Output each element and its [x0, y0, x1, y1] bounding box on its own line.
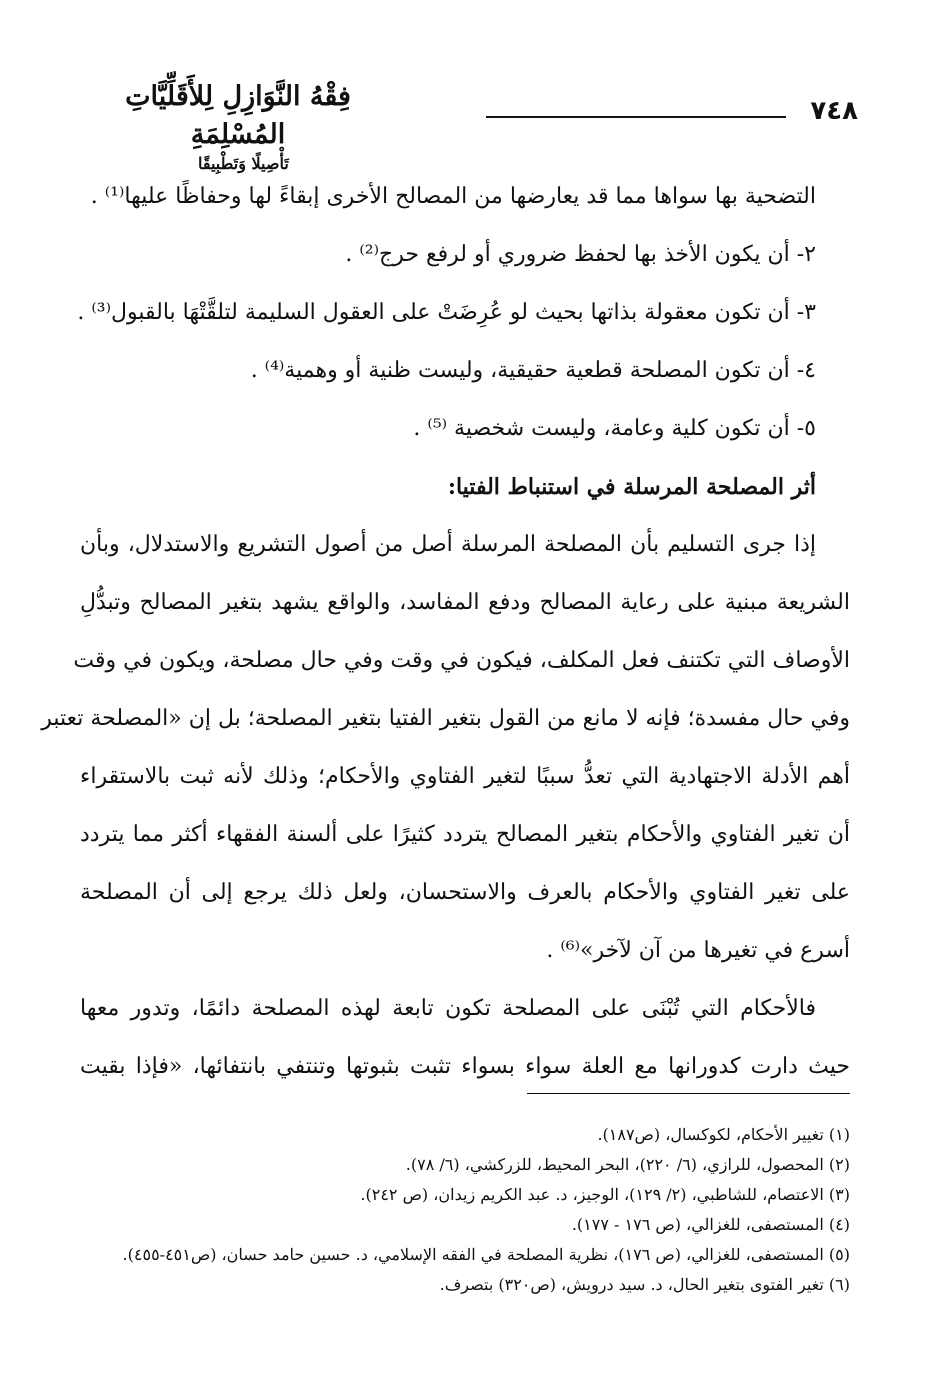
footnote-separator — [527, 1093, 850, 1094]
paragraph-line: الأوصاف التي تكتنف فعل المكلف، فيكون في وقت وفي حال مصلحة، ويكون في وقت — [73, 648, 850, 673]
footnotes — [80, 1120, 850, 1300]
book-title-logo — [88, 78, 388, 174]
paragraph-line: الشريعة مبنية على رعاية المصالح ودفع المفاسد، والواقع يشهد بتغير المصالح وتبدُّلِ — [80, 590, 850, 615]
paragraph-line: أن تغير الفتاوي والأحكام بتغير المصالح يتردد كثيرًا على ألسنة الفقهاء أكثر مما يتردد — [80, 822, 850, 847]
footnote-4: (٤) المستصفى، للغزالي، (ص ١٧٦ - ١٧٧). — [571, 1215, 850, 1234]
text-line: التضحية بها سواها مما قد يعارضها من المصالح الأخرى إبقاءً لها وحفاظًا عليها⁽¹⁾ . — [90, 184, 816, 209]
page-number: ٧٤٨ — [810, 96, 858, 126]
paragraph-line: إذا جرى التسليم بأن المصلحة المرسلة أصل من أصول التشريع والاستدلال، وبأن — [80, 532, 816, 557]
paragraph-line: فالأحكام التي تُبْنَى على المصلحة تكون تابعة لهذه المصلحة دائمًا، وتدور معها — [80, 996, 816, 1021]
paragraph-line: وفي حال مفسدة؛ فإنه لا مانع من القول بتغير الفتيا بتغير المصلحة؛ بل إن «المصلحة تعتبر — [41, 706, 850, 731]
footnote-3: (٣) الاعتصام، للشاطبي، (٢/ ١٢٩)، الوجيز، د. عبد الكريم زيدان، (ص ٢٤٢). — [360, 1185, 850, 1204]
paragraph-line: حيث دارت كدورانها مع العلة سواء بسواء تثبت بثبوتها وتنتفي بانتفائها، «فإذا بقيت — [80, 1054, 850, 1079]
footnote-5: (٥) المستصفى، للغزالي، (ص ١٧٦)، نظرية المصلحة في الفقه الإسلامي، د. حسين حامد حسان، (ص٤٥١-٤٥٥). — [122, 1245, 850, 1264]
body-text — [41, 168, 850, 1096]
page-header — [88, 78, 858, 173]
paragraph-line: أهم الأدلة الاجتهادية التي تعدُّ سببًا لتغير الفتاوي والأحكام؛ وذلك لأنه ثبت بالاستقراء — [80, 764, 850, 789]
header-rule — [486, 116, 786, 118]
list-item-4: ٤- أن تكون المصلحة قطعية حقيقية، وليست ظنية أو وهمية⁽⁴⁾ . — [250, 358, 816, 383]
section-heading: أثر المصلحة المرسلة في استنباط الفتيا: — [447, 474, 816, 500]
list-item-2: ٢- أن يكون الأخذ بها لحفظ ضروري أو لرفع حرج⁽²⁾ . — [345, 242, 816, 267]
paragraph-line: على تغير الفتاوي والأحكام بالعرف والاستحسان، ولعل ذلك يرجع إلى أن المصلحة — [80, 880, 850, 905]
footnote-6: (٦) تغير الفتوى بتغير الحال، د. سيد درويش، (ص٣٢٠) بتصرف. — [439, 1275, 850, 1294]
book-title: فِقْهُ النَّوَازِلِ لِلأَقَلِّيَّاتِ المُسْلِمَةِ — [125, 81, 351, 150]
footnote-2: (٢) المحصول، للرازي، (٦/ ٢٢٠)، البحر المحيط، للزركشي، (٦/ ٧٨). — [405, 1155, 850, 1174]
footnote-1: (١) تغيير الأحكام، لكوكسال، (ص١٨٧). — [597, 1125, 850, 1144]
paragraph-line: أسرع في تغيرها من آن لآخر»⁽⁶⁾ . — [546, 938, 850, 963]
book-subtitle: تَأْصِيلًا وَتَطْبِيقًا — [198, 154, 289, 173]
list-item-3: ٣- أن تكون معقولة بذاتها بحيث لو عُرِضَتْ على العقول السليمة لتلقَّتْهَا بالقبول⁽³⁾ . — [77, 300, 816, 325]
list-item-5: ٥- أن تكون كلية وعامة، وليست شخصية ⁽⁵⁾ . — [413, 416, 816, 441]
